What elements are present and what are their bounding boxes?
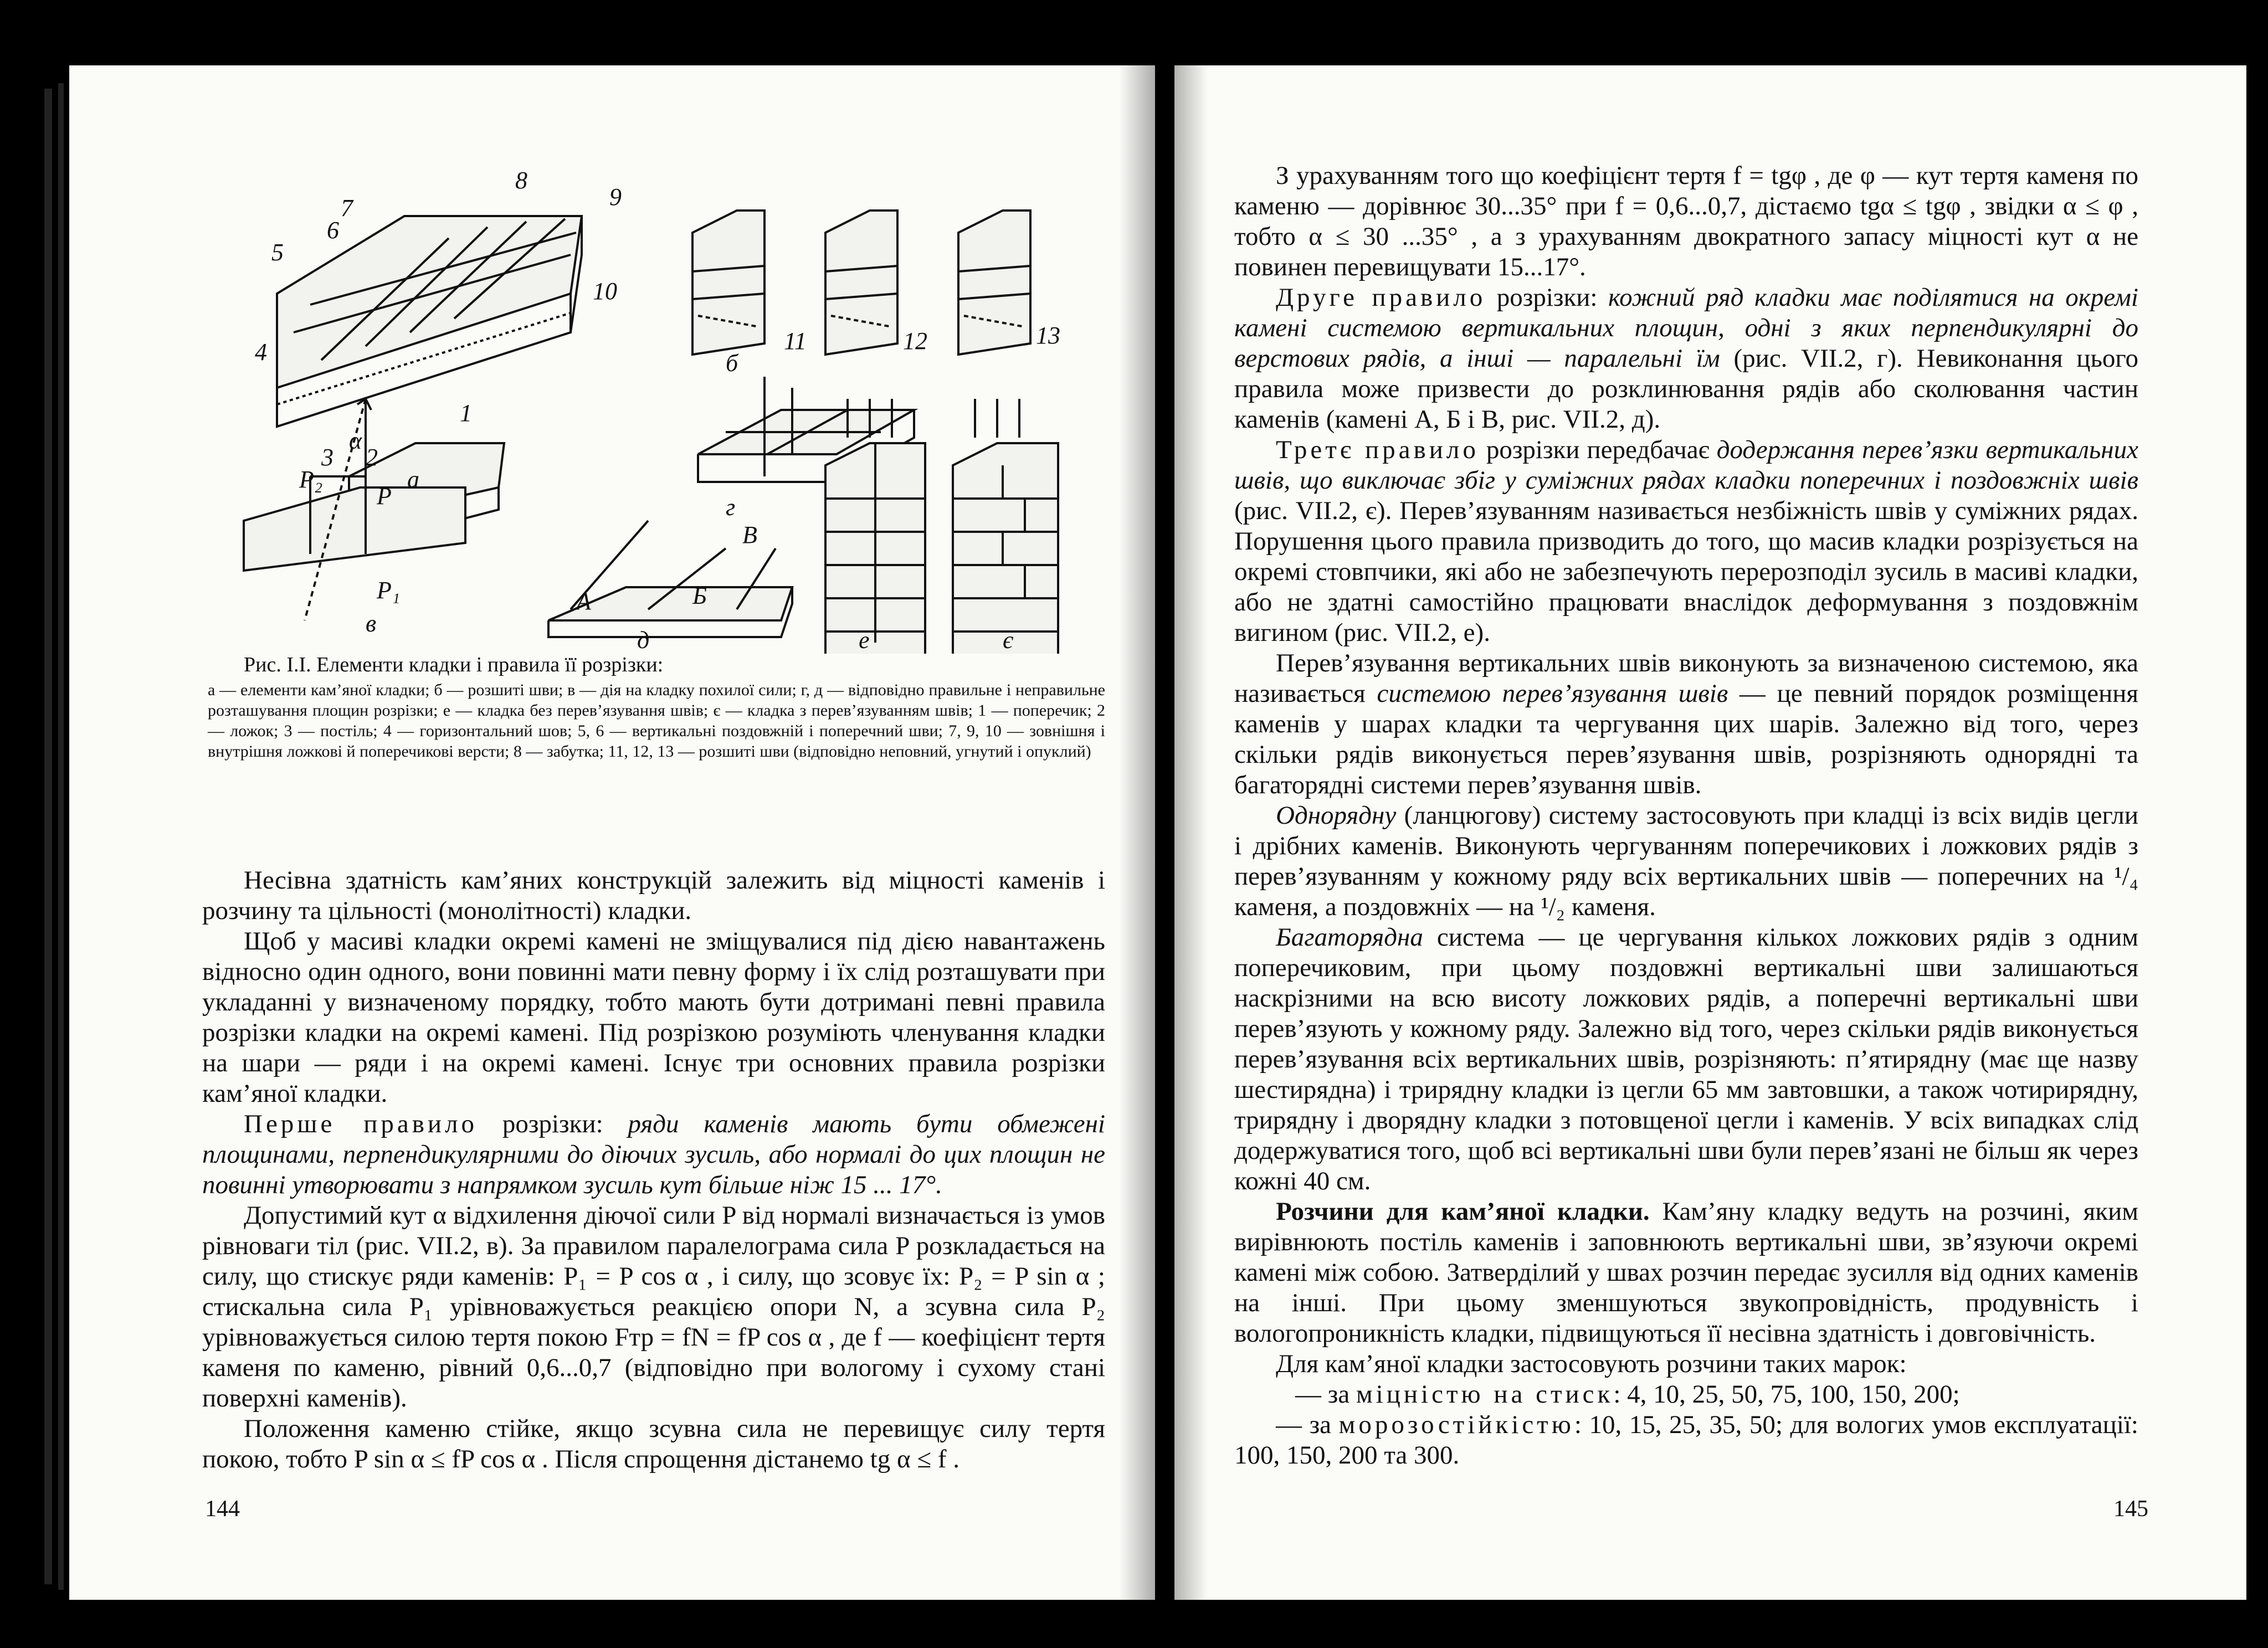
fig-label-8: 8 [515, 167, 527, 194]
right-page-text [1234, 161, 2138, 1471]
fig-label-12: 12 [903, 327, 927, 355]
system-text-b: — це певний порядок розміщення каменів у шарах кладки та чергування цих шарів. Залежно від того, через скільки рядів виконується перев’язування швів, розрізняють однорядні та багаторядні системи перев’язування швів. [1234, 679, 2139, 799]
single-row-paragraph [1234, 800, 2138, 922]
fig-label-P2: P₂ [299, 466, 323, 493]
rule-2-paragraph [1234, 283, 2138, 435]
caption-title: Рис. І.І. Елементи кладки і правила її розрізки: [244, 653, 664, 676]
grade-strength [1234, 1379, 2138, 1410]
fig-label-11: 11 [784, 327, 807, 355]
single-row-text: (ланцюгову) систему застосовують при кладці із всіх видів цегли і дрібних каменів. Виконують чергуванням поперечикових і ложкових рядів з перев’язуванням у кожному ряду всіх вертикальних швів — поперечних на ¹/₄ каменя, а поздовжніх — на ¹/₂ каменя. [1234, 801, 2138, 921]
page-edge [58, 83, 64, 1590]
fig-label-stone-a: А [576, 588, 591, 615]
grade-frost-values: : 10, 15, 25, 35, 50; для вологих умов експлуатації: 100, 150, 200 та 300. [1234, 1410, 2138, 1470]
fig-label-3: 3 [321, 444, 333, 471]
page-number-left: 144 [205, 1496, 240, 1522]
grade-strength-values: : 4, 10, 25, 50, 75, 100, 150, 200; [1613, 1380, 1960, 1409]
paragraph: Щоб у масиві кладки окремі камені не зміщувалися під дією навантажень відносно один одного, вони повинні мати певну форму і їх слід розташувати при укладанні у визначеному порядку, тобто мають бути дотримані певні правила розрізки кладки на окремі камені. Під розрізкою розуміють членування кладки на шари — ряди і на окремі камені. Існує три основних правила розрізки кам’яної кладки. [202, 927, 1105, 1108]
fig-label-stone-b: Б [692, 582, 707, 609]
rule-3-tail: (рис. VII.2, є). Перев’язуванням називається незбіжність швів у суміжних рядах. Порушення цього правила призводить до того, що масив кладки розрізується на окремі стовпчики, які або не забезпечують перерозподіл зусиль в масиві кладки, або не здатні самостійно працювати внаслідок деформування з поздовжнім вигином (рис. VII.2, е). [1234, 496, 2138, 647]
book-gutter [1119, 65, 1208, 1600]
caption-body: а — елементи кам’яної кладки; б — розшиті шви; в — дія на кладку похилої сили; г, д — відповідно правильне і неправильне розташування площин розрізки; е — кладка без перев’язування швів; є — кладка з перев’язуванням швів; 1 — поперечик; 2 — ложок; 3 — постіль; 4 — горизонтальний шов; 5, 6 — вертикальні поздовжній і поперечний шви; 7, 9, 10 — зовнішня і внутрішня ложкові й поперечикові версти; 8 — забутка; 11, 12, 13 — розшиті шви (відповідно неповний, угнутий і опуклий) [208, 681, 1105, 761]
fig-label-a: а [407, 466, 419, 493]
grades-intro: Для кам’яної кладки застосовують розчини таких марок: [1276, 1349, 1907, 1378]
page-number-right: 145 [2113, 1496, 2148, 1522]
multi-row-term: Багаторядна [1276, 923, 1423, 952]
grade-frost [1234, 1410, 2138, 1471]
fig-label-4: 4 [255, 338, 267, 366]
fig-label-6: 6 [327, 217, 339, 244]
fig-label-P: P [377, 482, 392, 510]
system-paragraph [1234, 648, 2138, 800]
rule-3-lead: Третє правило [1276, 435, 1479, 464]
multi-row-paragraph [1234, 922, 2138, 1197]
system-text-a: Перев’язування вертикальних швів виконують за визначеною системою, яка називається [1234, 649, 2138, 708]
paragraph: Несівна здатність кам’яних конструкцій залежить від міцності каменів і розчину та цільності (монолітності) кладки. [202, 866, 1105, 925]
fig-label-v: в [366, 610, 377, 637]
rule-2-lead: Друге правило [1276, 283, 1486, 312]
mortar-text: Кам’яну кладку ведуть на розчині, яким вирівнюють постіль каменів і заповнюють вертикальні шви, зв’язуючи окремі камені між собою. Затверділий у швах розчин передає зусилля від одних каменів на інші. При цьому зменшуються звукопровідність, продувність і вологопроникність кладки, підвищуються її несівна здатність і довговічність. [1234, 1197, 2138, 1348]
rule-2-statement: кожний ряд кладки має поділятися на окремі камені системою вертикальних площин, одні з яких перпендикулярні до верстових рядів, а інші — паралельні їм [1234, 283, 2138, 373]
rule-1-connector: розрізки: [478, 1110, 628, 1138]
masonry-figure [238, 166, 1125, 654]
fig-label-9: 9 [609, 183, 622, 211]
paragraph: З урахуванням того що коефіцієнт тертя f = tgφ , де φ — кут тертя каменя по каменю — дорівнює 30...35° при f = 0,6...0,7, дістаємо tgα ≤ tgφ , звідки α ≤ φ , тобто α ≤ 30 ...35° , а з урахуванням двократного запасу міцності кут α не повинен перевищувати 15...17°. [1234, 161, 2138, 281]
rule-2-connector: розрізки: [1486, 283, 1608, 312]
grade-dash: — за [1276, 1410, 1339, 1439]
fig-label-alpha: α [349, 427, 362, 454]
mortar-paragraph [1234, 1197, 2138, 1349]
fig-label-1: 1 [460, 399, 472, 427]
rule-3-paragraph [1234, 435, 2138, 648]
rule-1-statement: ряди каменів мають бути обмежені площинами, перпендикулярними до діючих зусиль, або нормалі до цих площин не повинні утворювати з напрямком зусиль кут більше ніж 15 ... 17°. [202, 1110, 1105, 1199]
system-term: системою перев’язування швів [1377, 679, 1728, 708]
paragraph: Положення каменю стійке, якщо зсувна сила не перевищує силу тертя покою, тобто P sin α ≤ fP cos α . Після спрощення дістанемо tg α ≤ f . [202, 1414, 1105, 1474]
fig-label-5: 5 [271, 239, 284, 266]
page-edge [44, 89, 52, 1584]
grade-frost-term: морозостійкістю [1338, 1410, 1574, 1439]
fig-label-P1: P₁ [377, 577, 401, 604]
fig-label-d: д [637, 627, 650, 654]
left-page-text [202, 865, 1105, 1475]
figure-caption [208, 651, 1105, 762]
masonry-diagram [238, 166, 1125, 654]
fig-label-stone-v: В [742, 521, 757, 548]
fig-label-b: б [726, 350, 738, 377]
rule-2-tail: (рис. VII.2, г). Невиконання цього правила може призвести до розклинювання рядів або сколювання частин каменів (камені А, Б і В, рис. VII.2, д). [1234, 344, 2138, 434]
rule-1-lead: Перше правило [244, 1110, 478, 1138]
grade-dash: — за [1295, 1380, 1356, 1409]
single-row-term: Однорядну [1276, 801, 1397, 830]
fig-label-10: 10 [593, 278, 617, 305]
mortar-heading: Розчини для кам’яної кладки. [1276, 1197, 1650, 1226]
fig-label-g: г [726, 494, 736, 521]
fig-label-e: е [859, 627, 870, 654]
fig-label-2: 2 [366, 444, 378, 471]
grade-strength-term: міцністю на стиск [1356, 1380, 1614, 1409]
fig-label-13: 13 [1036, 322, 1060, 349]
multi-row-text: система — це чергування кількох ложкових рядів з одним поперечиковим, при цьому поздовжні вертикальні шви залишаються наскрізними на всю висоту ложкових рядів, а поперечні вертикальні шви перев’язують у кожному ряду. Залежно від того, через скільки рядів виконується перев’язування всіх вертикальних швів, розрізняють: п’ятирядну (має ще назву шестирядна) і трирядну кладки із цегли 65 мм завтовшки, а також чотирирядну, трирядну і дворядну кладки з потовщеної цегли і каменів. У всіх випадках слід додержуватися того, щоб всі вертикальні шви були перев’язані не більш як через кожні 40 см. [1234, 923, 2138, 1195]
rule-3-statement: додержання перев’язки вертикальних швів, що виключає збіг у суміжних рядах кладки поперечних і поздовжніх швів [1234, 435, 2138, 495]
fig-label-7: 7 [341, 194, 353, 222]
rule-1-paragraph [202, 1109, 1105, 1200]
rule-3-connector: розрізки передбачає [1479, 435, 1717, 464]
paragraph: Допустимий кут α відхилення діючої сили P від нормалі визначається із умов рівноваги тіл (рис. VII.2, в). За правилом паралелограма сила P розкладається на силу, що стискує ряди каменів: P₁ = P cos α , і силу, що зсовує їх: P₂ = P sin α ; стискальна сила P₁ урівноважується реакцією опори N, а зсувна сила P₂ урівноважується силою тертя покою Fтр = fN = fP cos α , де f — коефіцієнт тертя каменя по каменю, рівний 0,6...0,7 (відповідно при вологому і сухому стані поверхні каменів). [202, 1201, 1105, 1413]
fig-label-ye: є [1003, 627, 1014, 654]
